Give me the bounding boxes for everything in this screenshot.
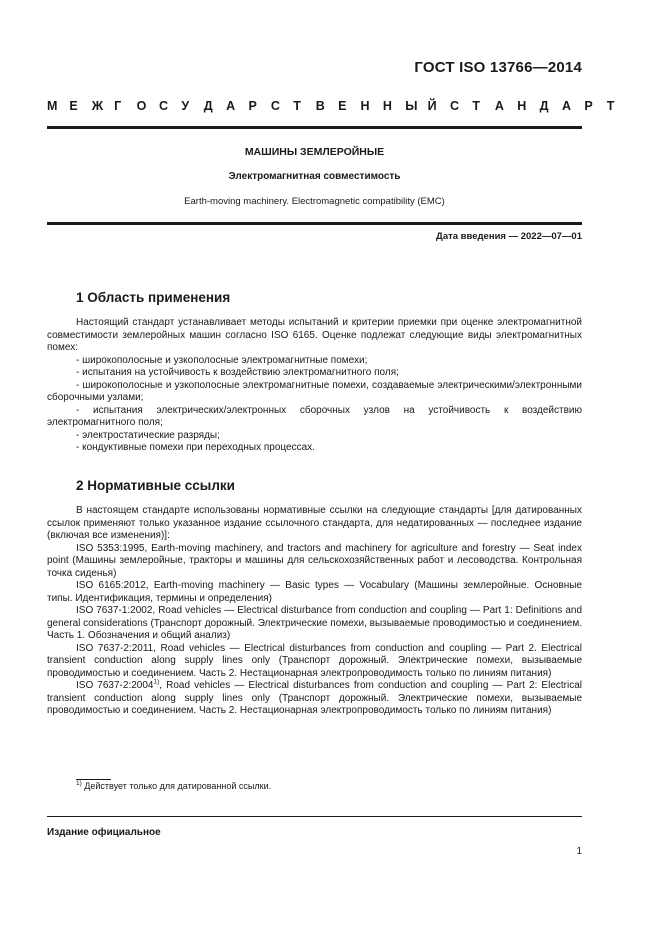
banner-letter: Н [517,99,527,113]
banner-letter: Н [382,99,392,113]
interstate-word-1 [47,99,450,113]
list-item: - испытания на устойчивость к воздействию электромагнитного поля; [76,367,399,378]
banner-letter: Т [472,99,481,113]
footnote-mark: 1) [76,780,82,787]
reference-iso-7637-1: ISO 7637-1:2002, Road vehicles — Electrical disturbance from conduction and coupling — Part 1: Definitions and general considerations (Транспорт дорожный. Электрические помехи, вызываемые проводимостью и соединением. Часть 1. Обозначения и общий анализ) [47,605,582,641]
banner-letter: С [450,99,460,113]
section1-paragraph: Настоящий стандарт устанавливает методы испытаний и критерии приемки при оценке электромагнитной совместимости землеройных машин согласно ISO 6165. Оценке подлежат следующие виды электромагнитных помех: [47,317,582,353]
banner-letter: Н [360,99,370,113]
list-item: - широкополосные и узкополосные электромагнитные помехи, создаваемые электрическими/электронными сборочными узлами; [47,379,582,403]
section1-heading: 1 Область применения [76,290,231,305]
banner-letter: С [270,99,280,113]
banner-letter: В [315,99,325,113]
list-item: - кондуктивные помехи при переходных процессах. [76,442,315,453]
title-english: Earth-moving machinery. Electromagnetic compatibility (EMC) [184,196,445,207]
list-item: - электростатические разряды; [76,429,220,441]
banner-letter: Ы [405,99,418,113]
banner-letter: А [561,99,572,113]
list-item: - широкополосные и узкополосные электромагнитные помехи; [76,354,368,366]
section2-body [47,505,582,718]
page-number: 1 [576,846,582,857]
interstate-word-2 [450,99,629,113]
bottom-rule [47,816,582,817]
banner-letter: Р [248,99,257,113]
footnote [76,781,271,791]
banner-letter: Т [293,99,301,113]
title-sub: Электромагнитная совместимость [228,171,401,182]
reference-iso-6165: ISO 6165:2012, Earth-moving machinery — Basic types — Vocabulary (Машины землеройные. Основные типы. Идентификация, термины и определения) [47,580,582,604]
reference-iso-7637-2-2011: ISO 7637-2:2011, Road vehicles — Electrical disturbances from conduction and coupling — Part 2. Electrical transient conduction along supply lines only (Транспорт дорожный. Электрические помехи, вызываемые проводимостью и соединением. Часть 2. Нестационарная электропроводимость только по линиям питания) [47,642,582,679]
banner-letter: С [158,99,168,113]
mid-rule [47,222,582,225]
banner-letter: А [226,99,236,113]
banner-letter: Т [606,99,615,113]
section2-heading: 2 Нормативные ссылки [76,478,235,493]
reference-iso-7637-2-2004 [47,680,582,718]
standard-number: ГОСТ ISO 13766—2014 [414,59,582,76]
reference-iso-5353: ISO 5353:1995, Earth-moving machinery, and tractors and machinery for agriculture and forestry — Seat index point (Машины землеройные, тракторы и машины для сельскохозяйственных работ и лесоводства. Контрольная точка сиденья) [47,542,582,579]
banner-letter: М [47,99,58,113]
footnote-marker: 1) [153,678,160,686]
banner-letter: А [494,99,504,113]
banner-letter: Е [338,99,347,113]
top-rule [47,126,582,129]
title-main: МАШИНЫ ЗЕМЛЕРОЙНЫЕ [244,146,385,158]
footnote-text: Действует только для датированной ссылки. [81,781,272,791]
banner-letter: Р [584,99,593,113]
banner-letter: Д [539,99,549,113]
section1-body [47,317,582,455]
banner-letter: О [136,99,147,113]
reference-code: ISO 7637-2:2004 [76,680,154,691]
section2-paragraph: В настоящем стандарте использованы нормативные ссылки на следующие стандарты [для датированных ссылок применяют только указанное издание ссылочного стандарта, для недатированных — последнее издание (включая все изменения)]: [47,505,582,541]
banner-letter: Д [203,99,213,113]
banner-letter: Е [69,99,78,113]
banner-letter: Г [114,99,122,113]
list-item: - испытания электрических/электронных сборочных узлов на устойчивость к воздействию электромагнитного поля; [47,404,582,428]
banner-letter: Ж [91,99,104,113]
reference-text: , Road vehicles — Electrical disturbances from conduction and coupling — Part 2: Electrical transient conduction along supply lines only (Транспорт дорожный. Электрические помехи, вызываемые проводимостью и соединением. Часть 2. Нестационарная электропроводимость только по линиям питания) [47,680,583,716]
banner-letter: У [181,99,190,113]
introduction-date: Дата введения — 2022—07—01 [436,231,582,242]
edition-label: Издание официальное [47,827,161,838]
banner-letter: Й [427,99,437,113]
interstate-standard-banner [47,99,615,113]
